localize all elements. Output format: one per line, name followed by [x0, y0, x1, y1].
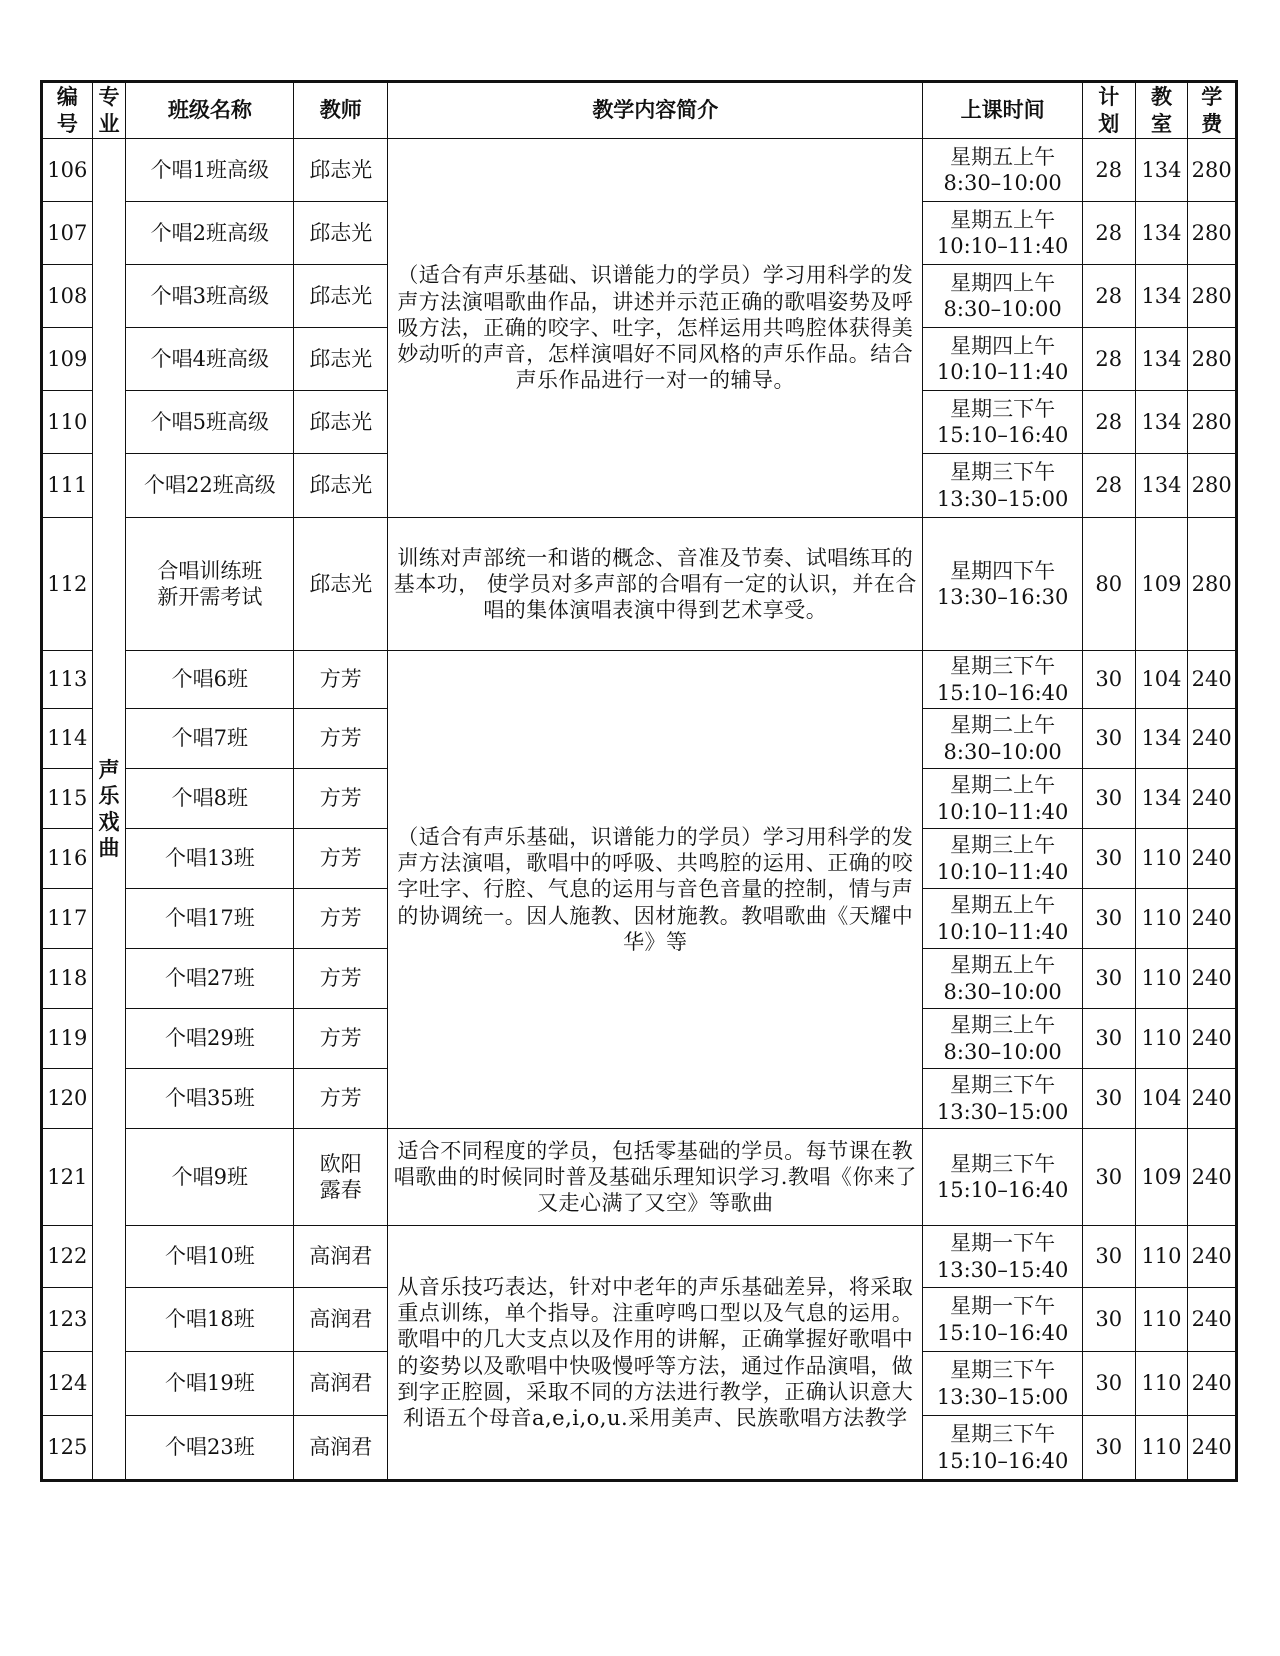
class-hours: 10:10–11:40 — [936, 919, 1069, 944]
row-plan: 30 — [1082, 829, 1135, 889]
class-name: 个唱17班 — [126, 889, 294, 949]
class-day: 星期一下午 — [950, 1231, 1056, 1256]
class-day: 星期三上午 — [950, 833, 1056, 858]
row-id: 122 — [42, 1226, 93, 1288]
class-time — [923, 518, 1082, 651]
row-room: 110 — [1135, 889, 1188, 949]
row-room: 109 — [1135, 1129, 1188, 1226]
teacher: 方芳 — [294, 1009, 388, 1069]
class-time — [923, 1069, 1082, 1129]
row-room: 134 — [1135, 202, 1188, 265]
class-name: 个唱7班 — [126, 709, 294, 769]
teacher — [294, 1129, 388, 1226]
class-day: 星期三下午 — [950, 396, 1056, 421]
teacher: 邱志光 — [294, 139, 388, 202]
row-fee: 240 — [1188, 1069, 1237, 1129]
row-plan: 30 — [1082, 1288, 1135, 1352]
class-hours: 10:10–11:40 — [936, 360, 1069, 384]
class-day: 星期三下午 — [950, 1358, 1056, 1383]
teacher: 邱志光 — [294, 202, 388, 265]
row-room: 110 — [1135, 949, 1188, 1009]
class-name — [126, 518, 294, 651]
class-hours: 15:10–16:40 — [936, 1320, 1069, 1345]
row-fee: 280 — [1188, 518, 1237, 651]
row-room: 110 — [1135, 1352, 1188, 1416]
class-name: 个唱4班高级 — [126, 328, 294, 391]
course-description: 适合不同程度的学员，包括零基础的学员。每节课在教唱歌曲的时候同时普及基础乐理知识学习.教唱《你来了又走心满了又空》等歌曲 — [388, 1129, 923, 1226]
header-class-name: 班级名称 — [126, 82, 294, 139]
teacher: 方芳 — [294, 889, 388, 949]
class-day: 星期三下午 — [950, 1151, 1056, 1176]
stacked-text: 声乐戏曲 — [98, 757, 120, 861]
table-row — [42, 651, 1237, 709]
class-time — [923, 949, 1082, 1009]
row-plan: 30 — [1082, 1226, 1135, 1288]
course-description: 从音乐技巧表达，针对中老年的声乐基础差异，将采取重点训练，单个指导。注重哼鸣口型以及气息的运用。歌唱中的几大支点以及作用的讲解，正确掌握好歌唱中的姿势以及歌唱中快吸慢呼等方法，通过作品演唱，做到字正腔圆，采取不同的方法进行教学，正确认识意大利语五个母音a,e,i,o,u.采用美声、民族歌唱方法教学 — [388, 1226, 923, 1481]
row-plan: 30 — [1082, 769, 1135, 829]
class-name: 个唱27班 — [126, 949, 294, 1009]
row-id: 125 — [42, 1416, 93, 1481]
row-fee: 240 — [1188, 949, 1237, 1009]
teacher: 方芳 — [294, 709, 388, 769]
teacher: 邱志光 — [294, 454, 388, 518]
row-room: 110 — [1135, 1226, 1188, 1288]
class-time — [923, 454, 1082, 518]
class-day: 星期三下午 — [950, 1422, 1056, 1447]
course-description: （适合有声乐基础、识谱能力的学员）学习用科学的发声方法演唱歌曲作品，讲述并示范正确的歌唱姿势及呼吸方法，正确的咬字、吐字，怎样运用共鸣腔体获得美妙动听的声音，怎样演唱好不同风格的声乐作品。结合声乐作品进行一对一的辅导。 — [388, 139, 923, 518]
class-name: 个唱29班 — [126, 1009, 294, 1069]
header-id — [42, 82, 93, 139]
class-day: 星期四上午 — [950, 333, 1056, 358]
row-fee: 240 — [1188, 829, 1237, 889]
class-day: 星期五上午 — [950, 144, 1056, 169]
class-time — [923, 1416, 1082, 1481]
row-room: 110 — [1135, 1288, 1188, 1352]
row-plan: 28 — [1082, 391, 1135, 454]
row-fee: 280 — [1188, 139, 1237, 202]
class-hours: 10:10–11:40 — [936, 799, 1069, 824]
teacher: 高润君 — [294, 1416, 388, 1481]
row-id: 119 — [42, 1009, 93, 1069]
row-room: 134 — [1135, 139, 1188, 202]
class-hours: 13:30–15:00 — [936, 1099, 1069, 1124]
teacher-line: 欧阳 — [319, 1151, 362, 1176]
row-fee: 240 — [1188, 651, 1237, 709]
row-room: 134 — [1135, 328, 1188, 391]
table-row — [42, 1226, 1237, 1288]
header-plan — [1082, 82, 1135, 139]
class-hours: 8:30–10:00 — [943, 297, 1062, 321]
class-day: 星期五上午 — [950, 893, 1056, 918]
class-name: 个唱2班高级 — [126, 202, 294, 265]
row-fee: 280 — [1188, 328, 1237, 391]
class-hours: 13:30–16:30 — [936, 585, 1069, 609]
class-day: 星期三下午 — [950, 654, 1056, 679]
row-room: 104 — [1135, 651, 1188, 709]
class-name: 个唱6班 — [126, 651, 294, 709]
class-time — [923, 651, 1082, 709]
row-fee: 280 — [1188, 391, 1237, 454]
header-teacher: 教师 — [294, 82, 388, 139]
table-row — [42, 139, 1237, 202]
row-id: 110 — [42, 391, 93, 454]
row-id: 120 — [42, 1069, 93, 1129]
row-fee: 280 — [1188, 265, 1237, 328]
course-schedule-table — [40, 80, 1238, 1482]
class-time — [923, 202, 1082, 265]
teacher: 方芳 — [294, 1069, 388, 1129]
class-day: 星期四上午 — [950, 270, 1056, 295]
row-plan: 28 — [1082, 139, 1135, 202]
class-day: 星期三下午 — [950, 1073, 1056, 1098]
row-room: 104 — [1135, 1069, 1188, 1129]
row-fee: 240 — [1188, 1226, 1237, 1288]
row-plan: 30 — [1082, 1009, 1135, 1069]
teacher: 邱志光 — [294, 391, 388, 454]
row-plan: 28 — [1082, 265, 1135, 328]
class-time — [923, 1129, 1082, 1226]
row-fee: 240 — [1188, 769, 1237, 829]
row-id: 108 — [42, 265, 93, 328]
row-fee: 240 — [1188, 1129, 1237, 1226]
row-plan: 30 — [1082, 889, 1135, 949]
row-plan: 28 — [1082, 454, 1135, 518]
row-room: 134 — [1135, 265, 1188, 328]
class-day: 星期三上午 — [950, 1013, 1056, 1038]
row-fee: 280 — [1188, 202, 1237, 265]
row-plan: 30 — [1082, 1069, 1135, 1129]
row-room: 134 — [1135, 391, 1188, 454]
class-time — [923, 1288, 1082, 1352]
class-name: 个唱23班 — [126, 1416, 294, 1481]
row-plan: 80 — [1082, 518, 1135, 651]
row-id: 109 — [42, 328, 93, 391]
class-name: 个唱13班 — [126, 829, 294, 889]
stacked-text: 专业 — [98, 85, 120, 136]
row-room: 134 — [1135, 709, 1188, 769]
row-plan: 30 — [1082, 1129, 1135, 1226]
row-plan: 30 — [1082, 949, 1135, 1009]
course-description: 训练对声部统一和谐的概念、音准及节奏、试唱练耳的基本功， 使学员对多声部的合唱有一定的认识，并在合唱的集体演唱表演中得到艺术享受。 — [388, 518, 923, 651]
class-time — [923, 1352, 1082, 1416]
row-id: 111 — [42, 454, 93, 518]
row-plan: 30 — [1082, 1416, 1135, 1481]
teacher: 方芳 — [294, 769, 388, 829]
row-fee: 240 — [1188, 1416, 1237, 1481]
row-room: 110 — [1135, 1416, 1188, 1481]
class-name-note: 新开需考试 — [157, 585, 263, 609]
row-id: 112 — [42, 518, 93, 651]
teacher: 高润君 — [294, 1288, 388, 1352]
table-row — [42, 518, 1237, 651]
row-fee: 240 — [1188, 709, 1237, 769]
row-fee: 280 — [1188, 454, 1237, 518]
stacked-text: 计划 — [1098, 85, 1120, 136]
class-name: 个唱8班 — [126, 769, 294, 829]
stacked-text: 编号 — [56, 85, 78, 136]
row-room: 110 — [1135, 829, 1188, 889]
class-name: 个唱18班 — [126, 1288, 294, 1352]
row-room: 134 — [1135, 454, 1188, 518]
class-day: 星期五上午 — [950, 953, 1056, 978]
major-cell — [92, 139, 126, 1481]
row-id: 117 — [42, 889, 93, 949]
row-id: 123 — [42, 1288, 93, 1352]
row-fee: 240 — [1188, 889, 1237, 949]
row-room: 109 — [1135, 518, 1188, 651]
row-id: 115 — [42, 769, 93, 829]
row-id: 118 — [42, 949, 93, 1009]
row-id: 107 — [42, 202, 93, 265]
header-room — [1135, 82, 1188, 139]
table-row — [42, 1129, 1237, 1226]
class-hours: 8:30–10:00 — [943, 1039, 1062, 1064]
class-name: 个唱3班高级 — [126, 265, 294, 328]
class-hours: 15:10–16:40 — [936, 423, 1069, 447]
class-time — [923, 139, 1082, 202]
class-time — [923, 391, 1082, 454]
class-name-line: 合唱训练班 — [157, 558, 263, 583]
class-name: 个唱10班 — [126, 1226, 294, 1288]
class-day: 星期四下午 — [950, 558, 1056, 583]
row-id: 116 — [42, 829, 93, 889]
row-id: 124 — [42, 1352, 93, 1416]
row-plan: 30 — [1082, 651, 1135, 709]
class-time — [923, 1226, 1082, 1288]
class-day: 星期二上午 — [950, 713, 1056, 738]
row-plan: 28 — [1082, 328, 1135, 391]
teacher: 邱志光 — [294, 328, 388, 391]
class-time — [923, 265, 1082, 328]
class-name: 个唱5班高级 — [126, 391, 294, 454]
class-hours: 13:30–15:00 — [936, 486, 1069, 511]
teacher: 邱志光 — [294, 265, 388, 328]
row-id: 113 — [42, 651, 93, 709]
teacher: 高润君 — [294, 1352, 388, 1416]
class-name: 个唱22班高级 — [126, 454, 294, 518]
class-hours: 13:30–15:40 — [936, 1257, 1069, 1282]
class-name: 个唱9班 — [126, 1129, 294, 1226]
header-major — [92, 82, 126, 139]
row-id: 114 — [42, 709, 93, 769]
teacher: 邱志光 — [294, 518, 388, 651]
row-room: 134 — [1135, 769, 1188, 829]
teacher: 方芳 — [294, 829, 388, 889]
class-name: 个唱35班 — [126, 1069, 294, 1129]
row-plan: 28 — [1082, 202, 1135, 265]
teacher: 方芳 — [294, 651, 388, 709]
class-hours: 10:10–11:40 — [936, 234, 1069, 258]
class-hours: 8:30–10:00 — [943, 979, 1062, 1004]
class-day: 星期二上午 — [950, 773, 1056, 798]
row-fee: 240 — [1188, 1352, 1237, 1416]
row-plan: 30 — [1082, 1352, 1135, 1416]
class-name: 个唱1班高级 — [126, 139, 294, 202]
class-hours: 13:30–15:00 — [936, 1384, 1069, 1409]
row-plan: 30 — [1082, 709, 1135, 769]
header-content: 教学内容简介 — [388, 82, 923, 139]
class-hours: 8:30–10:00 — [943, 739, 1062, 764]
table-body — [42, 82, 1237, 1481]
row-id: 106 — [42, 139, 93, 202]
class-hours: 10:10–11:40 — [936, 859, 1069, 884]
class-time — [923, 1009, 1082, 1069]
class-time — [923, 889, 1082, 949]
header-time: 上课时间 — [923, 82, 1082, 139]
header-fee — [1188, 82, 1237, 139]
class-hours: 15:10–16:40 — [936, 680, 1069, 705]
class-hours: 15:10–16:40 — [936, 1448, 1069, 1473]
class-time — [923, 709, 1082, 769]
class-time — [923, 829, 1082, 889]
course-description: （适合有声乐基础，识谱能力的学员）学习用科学的发声方法演唱，歌唱中的呼吸、共鸣腔的运用、正确的咬字吐字、行腔、气息的运用与音色音量的控制，情与声的协调统一。因人施教、因材施教。教唱歌曲《天耀中华》等 — [388, 651, 923, 1129]
class-day: 星期三下午 — [950, 460, 1056, 485]
class-name: 个唱19班 — [126, 1352, 294, 1416]
class-day: 星期五上午 — [950, 207, 1056, 232]
class-hours: 8:30–10:00 — [943, 171, 1062, 195]
row-room: 110 — [1135, 1009, 1188, 1069]
class-day: 星期一下午 — [950, 1294, 1056, 1319]
class-time — [923, 769, 1082, 829]
row-fee: 240 — [1188, 1288, 1237, 1352]
teacher: 高润君 — [294, 1226, 388, 1288]
class-time — [923, 328, 1082, 391]
teacher-line: 露春 — [319, 1178, 362, 1202]
class-hours: 15:10–16:40 — [936, 1178, 1069, 1202]
teacher: 方芳 — [294, 949, 388, 1009]
header-row — [42, 82, 1237, 139]
stacked-text: 教室 — [1150, 85, 1172, 136]
row-fee: 240 — [1188, 1009, 1237, 1069]
stacked-text: 学费 — [1201, 85, 1223, 136]
row-id: 121 — [42, 1129, 93, 1226]
